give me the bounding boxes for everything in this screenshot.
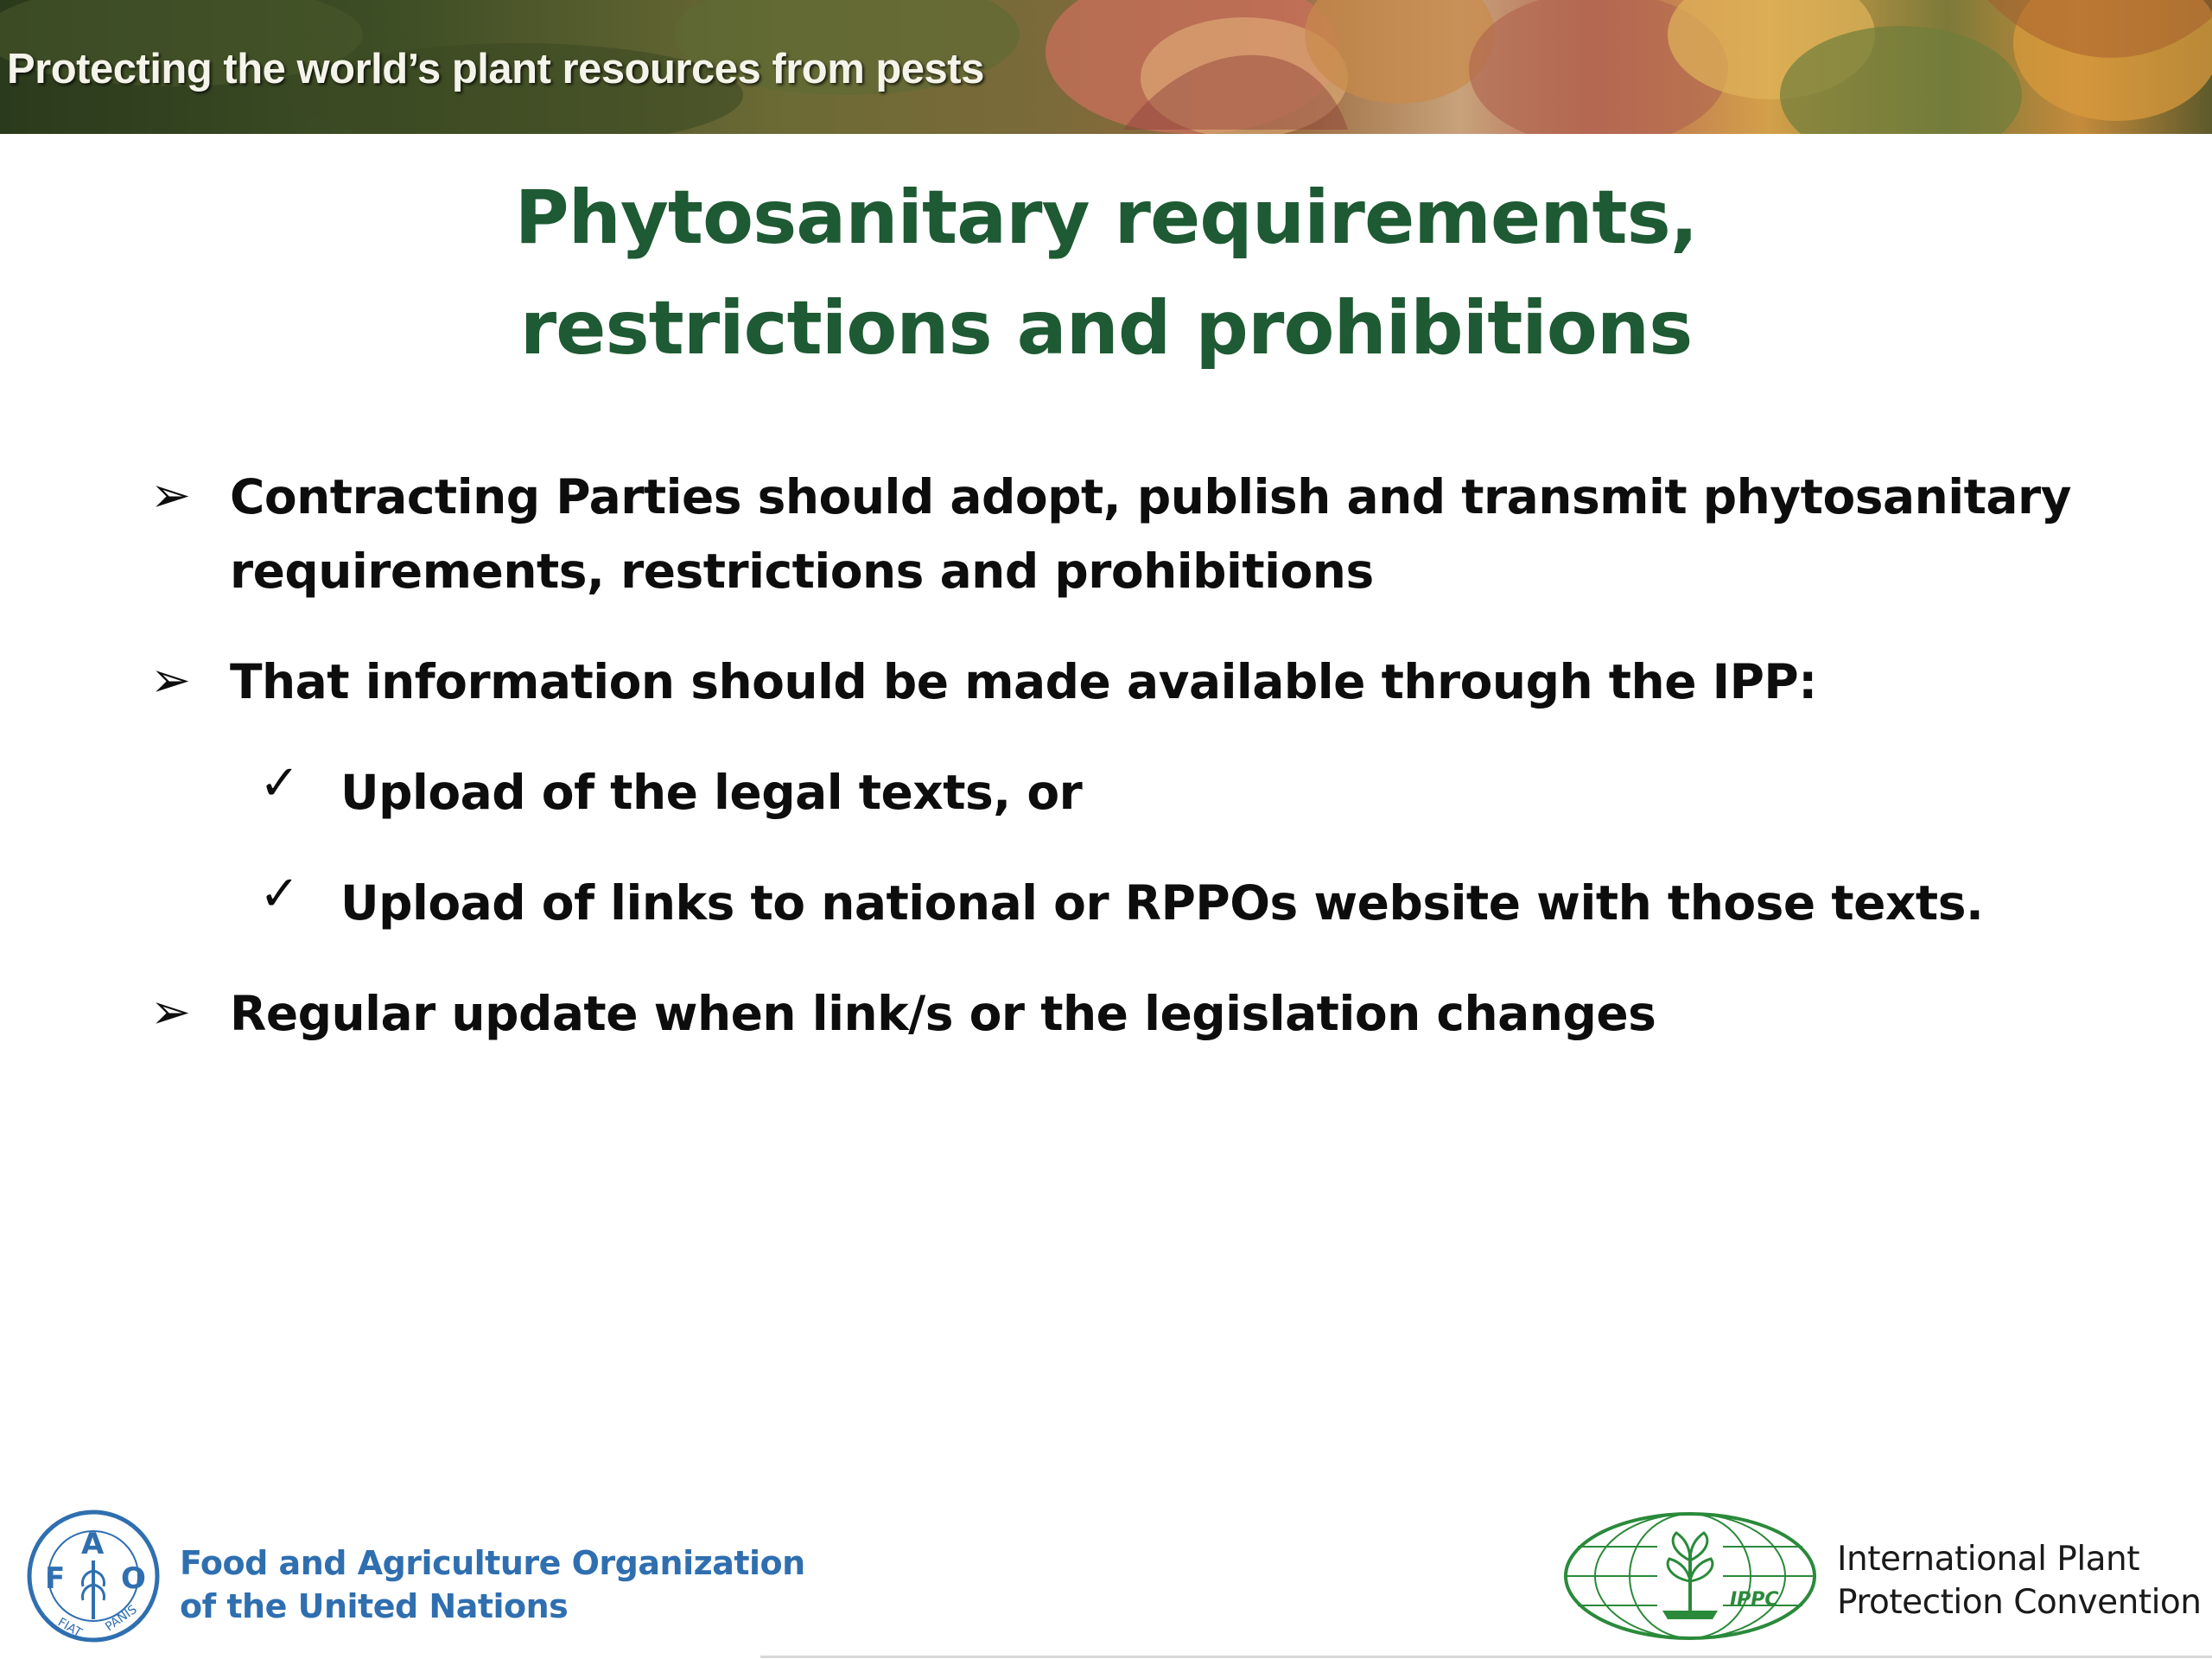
bullet-2-line-1: That information should be made available through the IPP:	[230, 654, 1817, 709]
banner-tagline: Protecting the world’s plant resources from pests	[7, 46, 984, 92]
svg-text:FIAT: FIAT	[55, 1615, 85, 1641]
fao-name-line-1: Food and Agriculture Organization	[180, 1544, 805, 1582]
checkmark-icon: ✓	[259, 866, 300, 922]
slide-title	[0, 162, 2212, 384]
footer-divider	[760, 1656, 2212, 1658]
sub-bullet-2-line-1: Upload of links to national or RPPOs website with those texts.	[340, 875, 1984, 931]
bullet-3-line-1: Regular update when link/s or the legislation changes	[230, 986, 1656, 1041]
svg-text:O: O	[121, 1561, 146, 1596]
ippc-name	[1837, 1538, 2202, 1624]
list-item	[340, 866, 1983, 940]
list-item	[230, 645, 1817, 719]
ippc-logo-text: IPPC	[1730, 1589, 1779, 1611]
svg-text:F: F	[45, 1561, 66, 1596]
ippc-name-line-2: Protection Convention	[1837, 1583, 2202, 1622]
list-item	[340, 755, 1082, 830]
arrow-bullet-icon: ➢	[150, 467, 191, 524]
bullet-1-line-1: Contracting Parties should adopt, publish and transmit phytosanitary	[230, 469, 2071, 524]
sub-bullet-1-line-1: Upload of the legal texts, or	[340, 765, 1083, 820]
svg-text:PANIS: PANIS	[103, 1602, 140, 1635]
list-item	[230, 460, 2071, 608]
svg-text:A: A	[81, 1527, 105, 1561]
fao-name	[180, 1541, 805, 1628]
ippc-name-line-1: International Plant	[1837, 1540, 2140, 1579]
fao-name-line-2: of the United Nations	[180, 1587, 569, 1625]
fao-logo	[26, 1509, 161, 1643]
title-line-2: restrictions and prohibitions	[519, 285, 1693, 372]
checkmark-icon: ✓	[259, 755, 300, 811]
list-item	[230, 976, 1656, 1051]
header-banner	[0, 0, 2212, 134]
arrow-bullet-icon: ➢	[150, 984, 191, 1040]
ippc-logo	[1560, 1509, 1820, 1643]
bullet-1-line-2: requirements, restrictions and prohibitions	[230, 543, 1374, 599]
title-line-1: Phytosanitary requirements,	[514, 175, 1698, 261]
arrow-bullet-icon: ➢	[150, 652, 191, 709]
